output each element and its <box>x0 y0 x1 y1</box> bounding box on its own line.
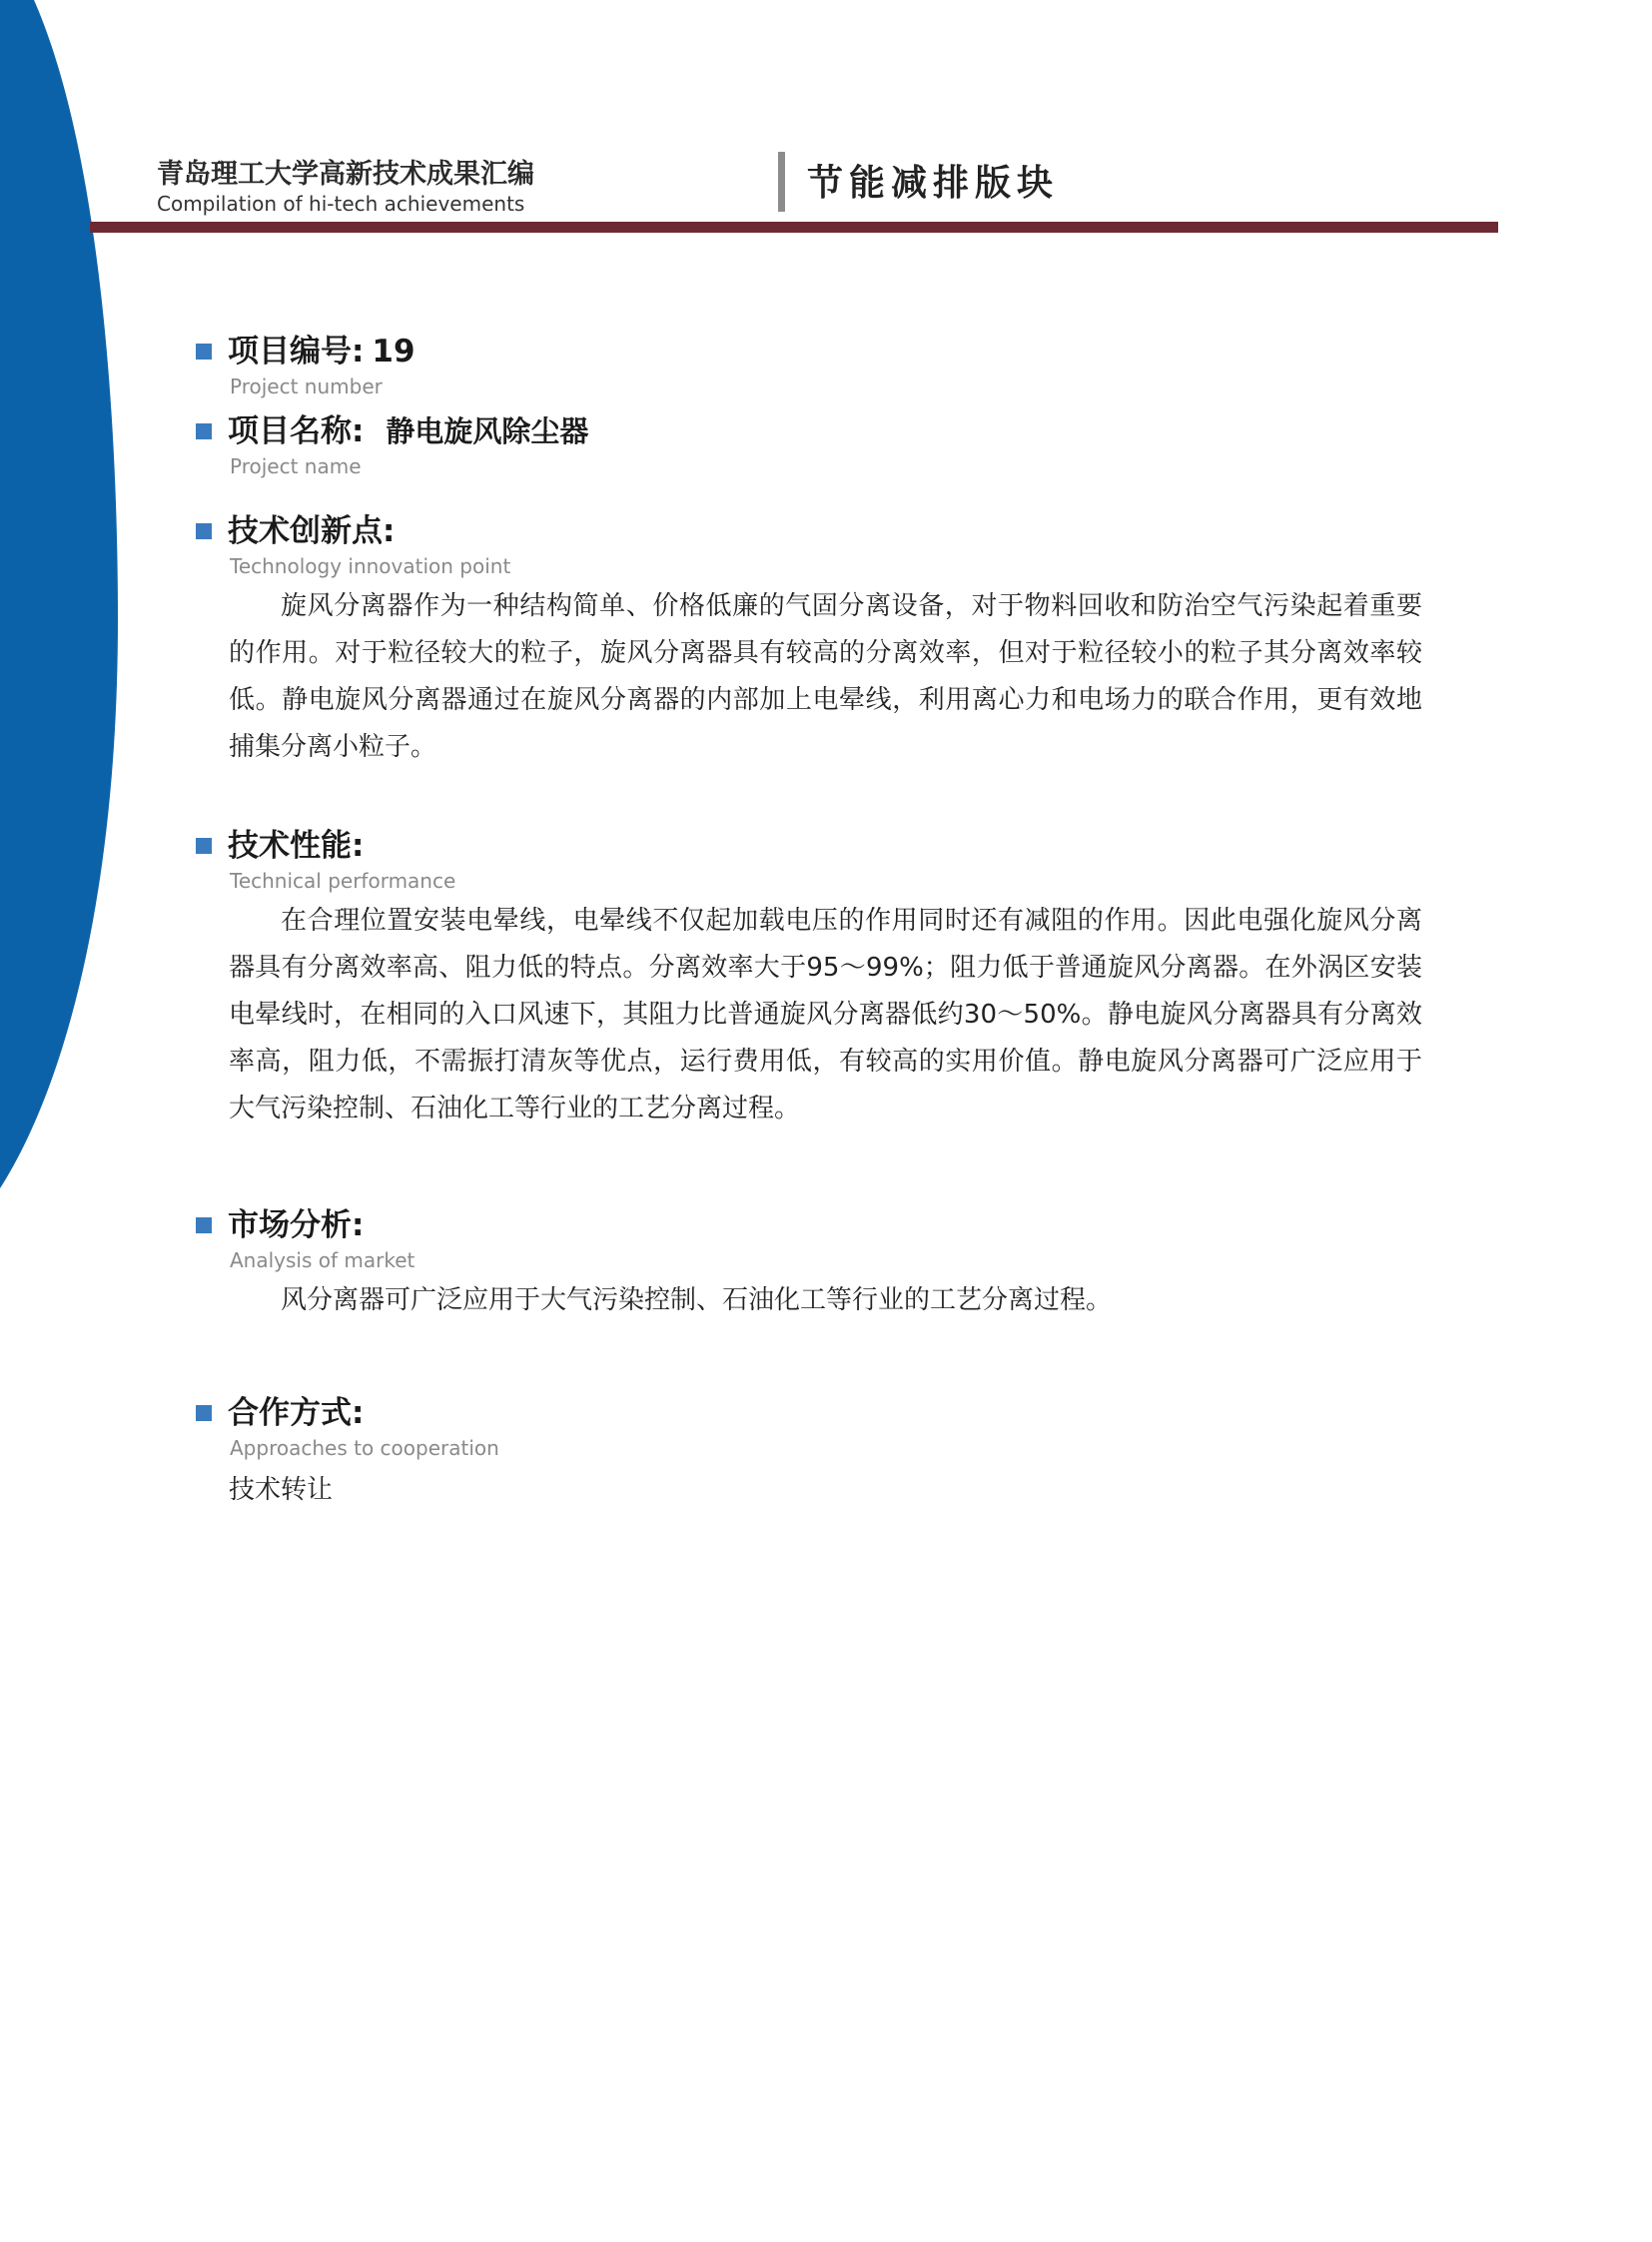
market-subtitle: Analysis of market <box>230 1248 415 1272</box>
square-bullet-icon <box>196 523 212 539</box>
innovation-heading <box>196 511 1434 551</box>
cooperation-section <box>196 1393 1434 1514</box>
market-label: 市场分析: <box>228 1207 365 1243</box>
project-name-label: 项目名称: <box>228 413 365 449</box>
header-rule <box>90 222 1498 233</box>
project-name-heading <box>196 411 1434 451</box>
performance-body: 在合理位置安装电晕线，电晕线不仅起加载电压的作用同时还有减阻的作用。因此电强化旋风分离器具有分离效率高、阻力低的特点。分离效率大于95～99%；阻力低于普通旋风分离器。在外涡区安装电晕线时，在相同的入口风速下，其阻力比普通旋风分离器低约30～50%。静电旋风分离器具有分离效率高，阻力低，不需振打清灰等优点，运行费用低，有较高的实用价值。静电旋风分离器可广泛应用于大气污染控制、石油化工等行业的工艺分离过程。 <box>229 906 1422 1123</box>
project-number-label: 项目编号: <box>228 334 365 370</box>
cooperation-subtitle: Approaches to cooperation <box>230 1436 499 1460</box>
publication-title: 青岛理工大学高新技术成果汇编 <box>157 159 534 190</box>
innovation-section <box>196 511 1434 771</box>
performance-subtitle: Technical performance <box>230 869 456 893</box>
project-name-section <box>196 411 1434 479</box>
market-section <box>196 1205 1434 1324</box>
project-name-subtitle: Project name <box>230 454 362 478</box>
performance-section <box>196 826 1434 1132</box>
square-bullet-icon <box>196 423 212 439</box>
project-number-section <box>196 332 1434 399</box>
innovation-label: 技术创新点: <box>228 513 396 549</box>
square-bullet-icon <box>196 838 212 854</box>
header-divider <box>778 152 785 212</box>
performance-heading <box>196 826 1434 866</box>
cooperation-label: 合作方式: <box>228 1395 365 1431</box>
project-number-heading <box>196 332 1434 372</box>
innovation-subtitle: Technology innovation point <box>230 554 511 578</box>
square-bullet-icon <box>196 1405 212 1421</box>
cooperation-heading <box>196 1393 1434 1433</box>
square-bullet-icon <box>196 344 212 360</box>
market-body: 风分离器可广泛应用于大气污染控制、石油化工等行业的工艺分离过程。 <box>281 1285 1113 1315</box>
market-heading <box>196 1205 1434 1245</box>
square-bullet-icon <box>196 1217 212 1233</box>
project-number-subtitle: Project number <box>230 374 383 398</box>
publication-subtitle: Compilation of hi-tech achievements <box>157 192 525 216</box>
performance-label: 技术性能: <box>228 828 365 864</box>
project-number-value: 19 <box>372 334 415 370</box>
section-banner: 节能减排版块 <box>807 162 1060 204</box>
innovation-body: 旋风分离器作为一种结构简单、价格低廉的气固分离设备，对于物料回收和防治空气污染起着重要的作用。对于粒径较大的粒子，旋风分离器具有较高的分离效率，但对于粒径较小的粒子其分离效率较低。静电旋风分离器通过在旋风分离器的内部加上电晕线，利用离心力和电场力的联合作用，更有效地捕集分离小粒子。 <box>229 591 1422 762</box>
cooperation-body: 技术转让 <box>229 1475 334 1505</box>
decorative-blue-arc <box>0 0 130 1198</box>
project-name-value: 静电旋风除尘器 <box>386 414 589 448</box>
